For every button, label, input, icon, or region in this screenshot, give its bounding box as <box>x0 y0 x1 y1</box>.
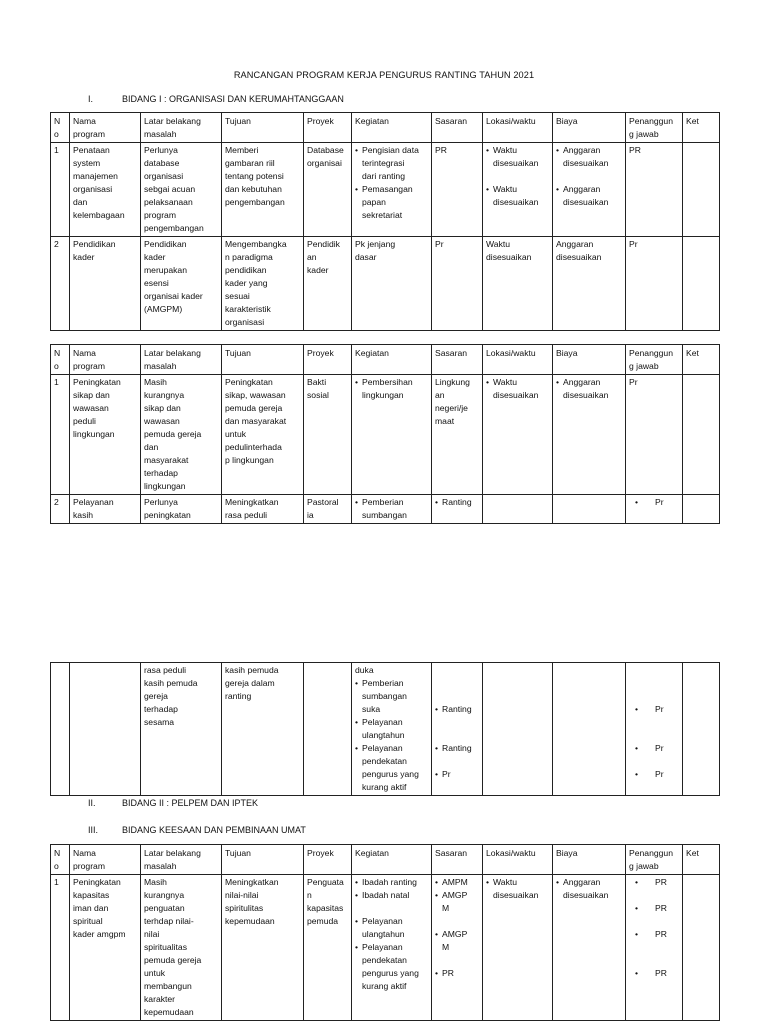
spacer <box>486 496 549 509</box>
cell-no <box>51 375 70 495</box>
cell-text: 1 <box>54 377 59 387</box>
cell-text: Mengembangka n paradigma pendidikan kader yang sesuai karakteristik organisasi <box>225 239 287 327</box>
bullet-item: • Waktu disesuaikan <box>486 183 549 209</box>
bullet-item: • Ranting <box>435 742 479 755</box>
cell-text: PR <box>435 145 447 155</box>
cell-text: 1 <box>54 145 59 155</box>
column-header-label: Lokasi/waktu <box>486 116 536 126</box>
document-title: RANCANGAN PROGRAM KERJA PENGURUS RANTING TAHUN 2021 <box>233 70 535 80</box>
cell-nama-program <box>70 375 141 495</box>
table-header-row <box>51 113 720 143</box>
cell-ket <box>683 237 720 331</box>
cell-text: Pr <box>435 239 444 249</box>
bullet-item: • Waktu disesuaikan <box>486 876 549 902</box>
bullet-item: • AMGP M <box>435 928 479 954</box>
program-table-pelayanan-continued <box>50 662 720 796</box>
column-header-label: Ket <box>686 116 699 126</box>
table-row <box>51 875 720 1021</box>
cell-nama-program <box>70 875 141 1021</box>
spacer <box>629 755 679 768</box>
cell-no <box>51 663 70 796</box>
cell-text: Pr <box>629 239 638 249</box>
table-row <box>51 143 720 237</box>
column-header-proyek <box>304 113 352 143</box>
column-header-label: Biaya <box>556 348 578 358</box>
column-header-kegiatan <box>352 845 432 875</box>
section-title: BIDANG KEESAAN DAN PEMBINAAN UMAT <box>122 825 306 835</box>
cell-biaya <box>553 495 626 524</box>
table-row <box>51 663 720 796</box>
column-header-biaya <box>553 845 626 875</box>
cell-penanggung-jawab <box>626 143 683 237</box>
column-header-label: Tujuan <box>225 116 251 126</box>
column-header-label: Proyek <box>307 116 334 126</box>
column-header-label: Ket <box>686 348 699 358</box>
bullet-item: • AMGP M <box>435 889 479 915</box>
table-row <box>51 495 720 524</box>
cell-text: Pendidik an kader <box>307 239 340 275</box>
cell-sasaran <box>432 143 483 237</box>
cell-latar-belakang <box>141 143 222 237</box>
column-header-label: Latar belakang masalah <box>144 348 201 371</box>
spacer <box>629 915 679 928</box>
column-header-label: Tujuan <box>225 848 251 858</box>
column-header-label: Sasaran <box>435 348 468 358</box>
cell-sasaran <box>432 663 483 796</box>
bullet-item: • Pr <box>635 496 679 509</box>
column-header-nama-program <box>70 113 141 143</box>
cell-penanggung-jawab <box>626 495 683 524</box>
cell-kegiatan <box>352 375 432 495</box>
cell-no <box>51 237 70 331</box>
bullet-item: • Ranting <box>435 496 479 509</box>
column-header-label: Latar belakang masalah <box>144 848 201 871</box>
cell-ket <box>683 375 720 495</box>
cell-latar-belakang <box>141 663 222 796</box>
cell-text: Pendidikan kader merupakan esensi organisai kader (AMGPM) <box>144 239 203 314</box>
column-header-label: Penanggun g jawab <box>629 848 673 871</box>
column-header-label: Kegiatan <box>355 848 389 858</box>
cell-text: Peningkatan kapasitas iman dan spiritual kader amgpm <box>73 877 126 939</box>
spacer <box>435 664 479 677</box>
cell-proyek <box>304 663 352 796</box>
column-header-lokasi-waktu <box>483 845 553 875</box>
spacer <box>435 915 479 928</box>
table-row <box>51 375 720 495</box>
cell-no <box>51 875 70 1021</box>
table-header-row <box>51 845 720 875</box>
cell-tujuan <box>222 237 304 331</box>
column-header-nama-program <box>70 845 141 875</box>
cell-penanggung-jawab <box>626 237 683 331</box>
cell-latar-belakang <box>141 875 222 1021</box>
column-header-label: Penanggun g jawab <box>629 116 673 139</box>
column-header-tujuan <box>222 845 304 875</box>
column-header-no <box>51 845 70 875</box>
cell-text: Masih kurangnya penguatan terhdap nilai- nilai spiritualitas pemuda gereja untuk membangun karakter kepemudaan <box>144 877 202 1017</box>
spacer <box>435 729 479 742</box>
bullet-item: • AMPM <box>435 876 479 889</box>
spacer <box>629 941 679 954</box>
cell-text: Perlunya database organisasi sebgai acuan pelaksanaan program pengembangan <box>144 145 204 233</box>
spacer <box>556 664 622 677</box>
column-header-label: Ket <box>686 848 699 858</box>
cell-nama-program <box>70 143 141 237</box>
cell-biaya <box>553 237 626 331</box>
cell-text: 2 <box>54 497 59 507</box>
cell-text: Pk jenjang dasar <box>355 239 396 262</box>
cell-text: Pendidikan kader <box>73 239 116 262</box>
bullet-item: • Pembersihan lingkungan <box>355 376 428 402</box>
cell-text: Penguata n kapasitas pemuda <box>307 877 344 926</box>
cell-latar-belakang <box>141 375 222 495</box>
bullet-item: • Pr <box>635 703 679 716</box>
bullet-item: • Anggaran disesuaikan <box>556 376 622 402</box>
cell-text: Pastoral ia <box>307 497 339 520</box>
cell-text: Meningkatkan nilai-nilai spiritulitas kepemudaan <box>225 877 279 926</box>
bullet-item: • PR <box>435 967 479 980</box>
section-number: III. <box>88 825 99 835</box>
cell-lokasi-waktu <box>483 143 553 237</box>
bullet-item: • Pr <box>635 742 679 755</box>
column-header-latar-belakang <box>141 845 222 875</box>
spacer <box>435 954 479 967</box>
spacer <box>629 716 679 729</box>
cell-sasaran <box>432 875 483 1021</box>
cell-text: rasa peduli kasih pemuda gereja terhadap sesama <box>144 665 198 727</box>
spacer <box>435 716 479 729</box>
cell-text: 2 <box>54 239 59 249</box>
cell-sasaran <box>432 375 483 495</box>
bullet-item: • Pelayanan pendekatan pengurus yang kurang aktif <box>355 941 428 993</box>
cell-text: duka <box>355 665 374 675</box>
bullet-item: • Pengisian data terintegrasi dari ranting <box>355 144 428 183</box>
column-header-no <box>51 113 70 143</box>
column-header-penanggung-jawab <box>626 345 683 375</box>
cell-proyek <box>304 143 352 237</box>
bullet-item: • Pemasangan papan sekretariat <box>355 183 428 222</box>
column-header-label: Nama program <box>73 116 105 139</box>
cell-text: Pelayanan kasih <box>73 497 114 520</box>
column-header-tujuan <box>222 345 304 375</box>
cell-proyek <box>304 375 352 495</box>
cell-nama-program <box>70 663 141 796</box>
bullet-item: • PR <box>635 928 679 941</box>
column-header-biaya <box>553 345 626 375</box>
column-header-sasaran <box>432 845 483 875</box>
column-header-nama-program <box>70 345 141 375</box>
cell-biaya <box>553 875 626 1021</box>
spacer <box>556 170 622 183</box>
column-header-biaya <box>553 113 626 143</box>
spacer <box>629 690 679 703</box>
column-header-latar-belakang <box>141 345 222 375</box>
spacer <box>435 677 479 690</box>
bullet-item: • Pelayanan pendekatan pengurus yang kurang aktif <box>355 742 428 794</box>
column-header-label: Nama program <box>73 848 105 871</box>
cell-text: Pr <box>629 377 638 387</box>
cell-biaya <box>553 143 626 237</box>
cell-tujuan <box>222 663 304 796</box>
bullet-item: • Pr <box>635 768 679 781</box>
cell-sasaran <box>432 237 483 331</box>
cell-text: kasih pemuda gereja dalam ranting <box>225 665 279 701</box>
bullet-item: • PR <box>635 967 679 980</box>
cell-proyek <box>304 875 352 1021</box>
cell-text: Perlunya peningkatan <box>144 497 191 520</box>
column-header-kegiatan <box>352 345 432 375</box>
column-header-kegiatan <box>352 113 432 143</box>
cell-ket <box>683 495 720 524</box>
column-header-proyek <box>304 845 352 875</box>
cell-lokasi-waktu <box>483 237 553 331</box>
cell-kegiatan <box>352 875 432 1021</box>
spacer <box>486 664 549 677</box>
cell-proyek <box>304 237 352 331</box>
bullet-item: • PR <box>635 902 679 915</box>
cell-lokasi-waktu <box>483 375 553 495</box>
cell-latar-belakang <box>141 237 222 331</box>
cell-text: Meningkatkan rasa peduli <box>225 497 279 520</box>
cell-ket <box>683 875 720 1021</box>
cell-text: Database organisai <box>307 145 344 168</box>
cell-proyek <box>304 495 352 524</box>
spacer <box>629 889 679 902</box>
column-header-penanggung-jawab <box>626 845 683 875</box>
cell-kegiatan <box>352 663 432 796</box>
cell-penanggung-jawab <box>626 375 683 495</box>
cell-text: Masih kurangnya sikap dan wawasan pemuda gereja dan masyarakat terhadap lingkungan <box>144 377 202 491</box>
section-title: BIDANG II : PELPEM DAN IPTEK <box>122 798 259 808</box>
column-header-tujuan <box>222 113 304 143</box>
bullet-item: • Anggaran disesuaikan <box>556 876 622 902</box>
cell-ket <box>683 143 720 237</box>
spacer <box>435 755 479 768</box>
column-header-label: Lokasi/waktu <box>486 348 536 358</box>
cell-text: Peningkatan sikap, wawasan pemuda gereja dan masyarakat untuk pedulinterhada p lingkungan <box>225 377 287 465</box>
column-header-label: Lokasi/waktu <box>486 848 536 858</box>
column-header-sasaran <box>432 113 483 143</box>
cell-no <box>51 143 70 237</box>
column-header-label: Sasaran <box>435 848 468 858</box>
section-number: I. <box>88 94 94 104</box>
cell-lokasi-waktu <box>483 495 553 524</box>
column-header-penanggung-jawab <box>626 113 683 143</box>
cell-tujuan <box>222 495 304 524</box>
bullet-item: • Pemberian sumbangan suka <box>355 677 428 716</box>
cell-text: Waktu disesuaikan <box>486 239 532 262</box>
cell-nama-program <box>70 237 141 331</box>
cell-text: Lingkung an negeri/je maat <box>435 377 470 426</box>
column-header-label: Proyek <box>307 848 334 858</box>
section-number: II. <box>88 798 96 808</box>
cell-text: 1 <box>54 877 59 887</box>
column-header-label: Kegiatan <box>355 348 389 358</box>
spacer <box>355 902 428 915</box>
column-header-ket <box>683 113 720 143</box>
column-header-lokasi-waktu <box>483 113 553 143</box>
cell-kegiatan <box>352 237 432 331</box>
column-header-sasaran <box>432 345 483 375</box>
cell-biaya <box>553 663 626 796</box>
column-header-label: N o <box>54 848 61 871</box>
cell-no <box>51 495 70 524</box>
cell-biaya <box>553 375 626 495</box>
spacer <box>629 729 679 742</box>
cell-penanggung-jawab <box>626 875 683 1021</box>
column-header-ket <box>683 845 720 875</box>
cell-text: Peningkatan sikap dan wawasan peduli lingkungan <box>73 377 121 439</box>
cell-sasaran <box>432 495 483 524</box>
spacer <box>435 690 479 703</box>
column-header-label: N o <box>54 116 61 139</box>
column-header-label: Biaya <box>556 848 578 858</box>
table-header-row <box>51 345 720 375</box>
column-header-label: Proyek <box>307 348 334 358</box>
spacer <box>629 954 679 967</box>
cell-tujuan <box>222 375 304 495</box>
cell-ket <box>683 663 720 796</box>
bullet-item: • Anggaran disesuaikan <box>556 144 622 170</box>
bullet-item: • Ibadah ranting <box>355 876 428 889</box>
cell-kegiatan <box>352 495 432 524</box>
column-header-proyek <box>304 345 352 375</box>
column-header-lokasi-waktu <box>483 345 553 375</box>
cell-text: Bakti sosial <box>307 377 329 400</box>
bullet-item: • Waktu disesuaikan <box>486 144 549 170</box>
cell-lokasi-waktu <box>483 663 553 796</box>
column-header-label: Penanggun g jawab <box>629 348 673 371</box>
cell-text: Anggaran disesuaikan <box>556 239 602 262</box>
bullet-item: • Ranting <box>435 703 479 716</box>
program-table-keesaan <box>50 844 720 1021</box>
cell-text: Penataan system manajemen organisasi dan kelembagaan <box>73 145 125 220</box>
column-header-label: Tujuan <box>225 348 251 358</box>
bullet-item: • Pemberian sumbangan <box>355 496 428 522</box>
program-table-organisasi <box>50 112 720 331</box>
cell-text: Memberi gambaran riil tentang potensi dan kebutuhan pengembangan <box>225 145 285 207</box>
column-header-latar-belakang <box>141 113 222 143</box>
spacer <box>486 170 549 183</box>
bullet-item: • Pr <box>435 768 479 781</box>
column-header-label: N o <box>54 348 61 371</box>
bullet-item: • Pelayanan ulangtahun <box>355 915 428 941</box>
cell-lokasi-waktu <box>483 875 553 1021</box>
bullet-item: • Anggaran disesuaikan <box>556 183 622 209</box>
cell-text: PR <box>629 145 641 155</box>
table-row <box>51 237 720 331</box>
column-header-label: Kegiatan <box>355 116 389 126</box>
bullet-item: • Ibadah natal <box>355 889 428 902</box>
bullet-item: • Waktu disesuaikan <box>486 376 549 402</box>
bullet-item: • PR <box>635 876 679 889</box>
cell-tujuan <box>222 875 304 1021</box>
spacer <box>629 677 679 690</box>
spacer <box>629 664 679 677</box>
cell-kegiatan <box>352 143 432 237</box>
column-header-ket <box>683 345 720 375</box>
cell-nama-program <box>70 495 141 524</box>
column-header-label: Sasaran <box>435 116 468 126</box>
bullet-item: • Pelayanan ulangtahun <box>355 716 428 742</box>
column-header-label: Nama program <box>73 348 105 371</box>
program-table-pelayanan <box>50 344 720 524</box>
cell-latar-belakang <box>141 495 222 524</box>
spacer <box>556 496 622 509</box>
cell-tujuan <box>222 143 304 237</box>
section-title: BIDANG I : ORGANISASI DAN KERUMAHTANGGAAN <box>122 94 344 104</box>
cell-penanggung-jawab <box>626 663 683 796</box>
column-header-label: Latar belakang masalah <box>144 116 201 139</box>
column-header-label: Biaya <box>556 116 578 126</box>
column-header-no <box>51 345 70 375</box>
